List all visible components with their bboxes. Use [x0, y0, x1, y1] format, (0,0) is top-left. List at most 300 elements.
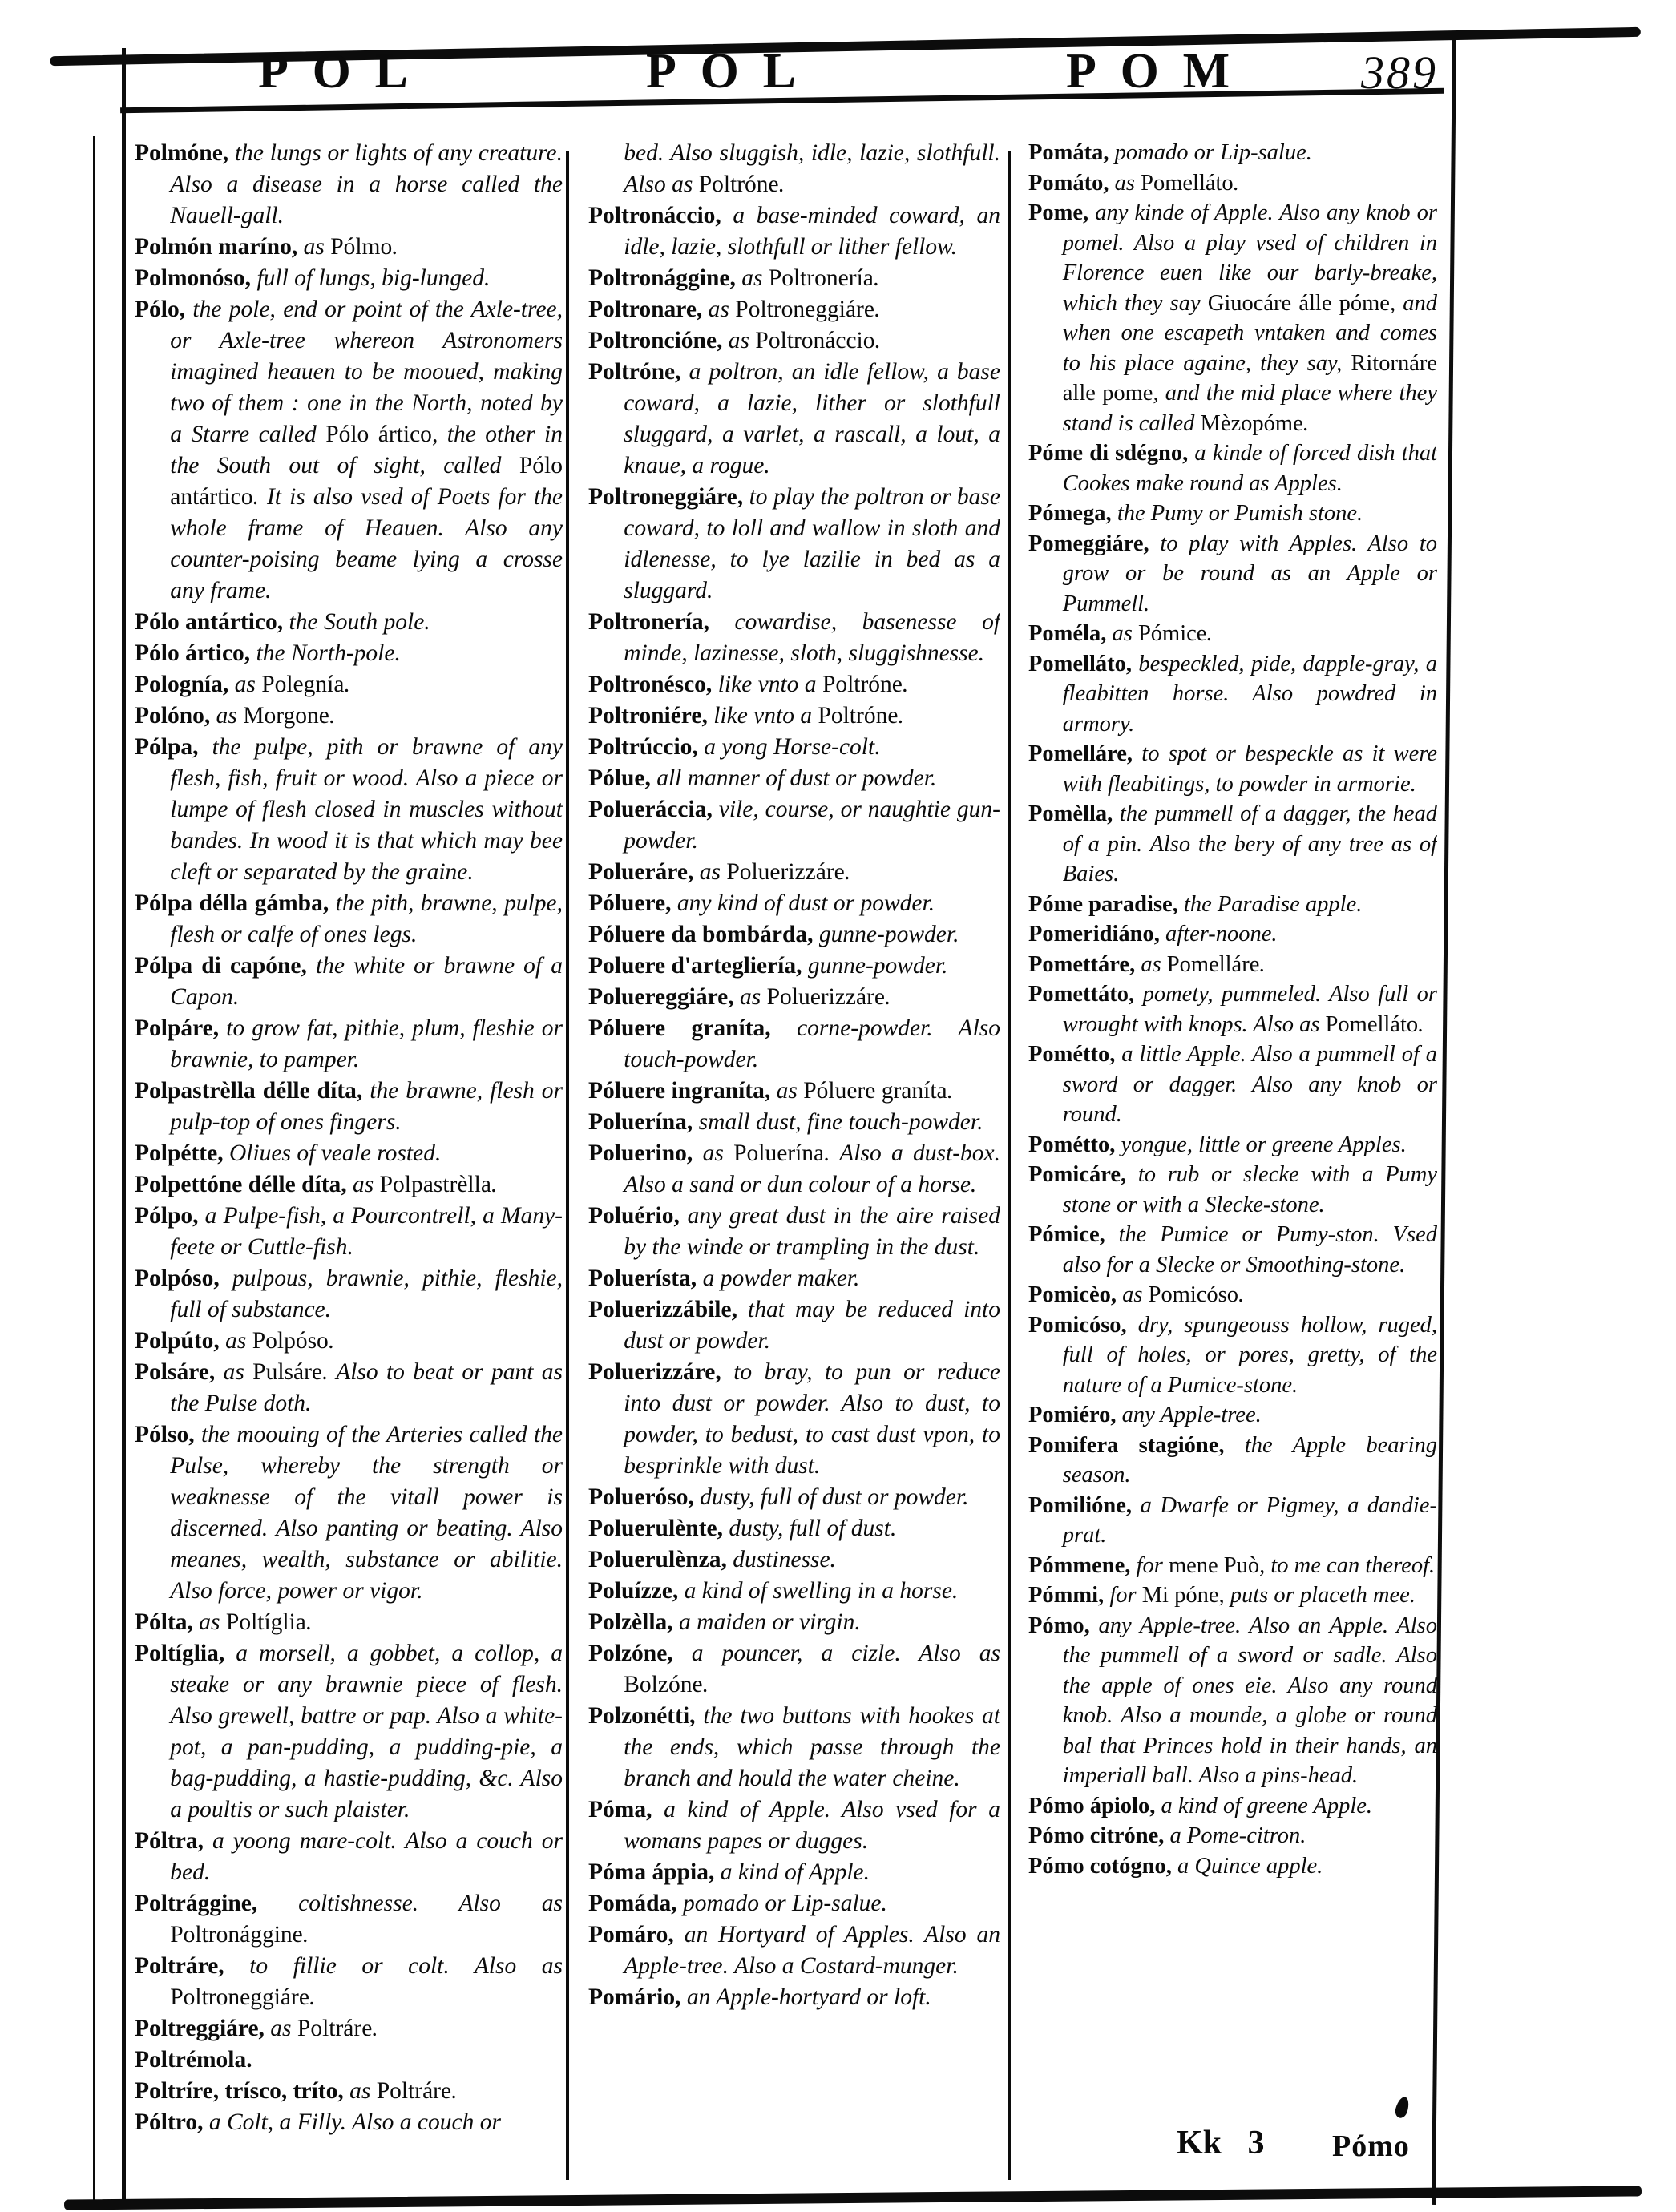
entry-definition: any Apple-tree. Also an Apple. Also the pummell of a sword or sadle. Also the apple of ones eie. Also any round knob. Also a mounde, a globe or round bal that Princes hold in their hands, an imperiall ball. Also a pins-head. [1062, 1613, 1437, 1788]
entry-definition: a Colt, a Filly. Also a couch or [208, 2109, 501, 2135]
entry-definition: to fillie or colt. Also as Poltroneggiáre. [170, 1953, 563, 2010]
dictionary-entry [1028, 619, 1437, 649]
entry-headword: Pomário, [588, 1984, 687, 2010]
dictionary-entry [588, 794, 1000, 857]
page-left-edge-line [93, 136, 95, 2210]
entry-definition: as Polpastrèlla. [353, 1172, 498, 1197]
entry-headword: Pométto, [1028, 1042, 1122, 1067]
catchword: Pómo [1332, 2129, 1410, 2163]
entry-definition: to grow fat, pithie, plum, fleshie or brawnie, to pamper. [170, 1015, 563, 1072]
entry-definition: as Poltroneggiáre. [708, 297, 881, 322]
entry-definition: as Poltíglia. [199, 1609, 313, 1635]
entry-definition: dustinesse. [733, 1547, 836, 1572]
dictionary-entry [1028, 1280, 1437, 1310]
dictionary-entry [135, 294, 563, 607]
entry-definition: as Pomicóso. [1122, 1282, 1245, 1307]
entry-definition: any Apple-tree. [1121, 1403, 1262, 1427]
entry-definition: a morsell, a gobbet, a collop, a steake or any brawnie piece of flesh. Also grewell, battre or pap. Also a white-pot, a pan-pudding, a pudding-pie, a bag-pudding, a hastie-pudding, &c. Also a poultis or such plaister. [170, 1641, 563, 1822]
dictionary-entry [1028, 1551, 1437, 1581]
entry-headword: Pométto, [1028, 1132, 1121, 1157]
dictionary-entry [135, 1138, 563, 1169]
entry-headword: Pomáta, [1028, 140, 1115, 165]
entry-headword: Poltroncióne, [588, 328, 729, 353]
dictionary-entry [1028, 529, 1437, 620]
entry-definition: yongue, little or greene Apples. [1121, 1132, 1407, 1157]
dictionary-entry [588, 1982, 1000, 2013]
dictionary-entry [588, 325, 1000, 357]
dictionary-entry [1028, 1580, 1437, 1611]
entry-definition: bed. Also sluggish, idle, lazie, slothfull. Also as Poltróne. [624, 140, 1000, 197]
entry-definition: as Poltronáccio. [728, 328, 881, 353]
entry-definition: a Dwarfe or Pigmey, a dandie-prat. [1062, 1492, 1437, 1548]
entry-definition: as Polpóso. [225, 1328, 335, 1354]
dictionary-entry [1028, 919, 1437, 950]
dictionary-entry [588, 1857, 1000, 1888]
entry-headword: Pólo, [135, 297, 193, 322]
entry-definition: a pouncer, a cizle. Also as Bolzóne. [624, 1641, 1000, 1697]
entry-definition: bespeckled, pide, dapple-gray, a fleabitten horse. Also powdred in armory. [1062, 651, 1437, 737]
entry-definition: to spot or bespeckle as it were with fleabitings, to powder in armorie. [1062, 741, 1437, 797]
dictionary-entry [135, 2107, 563, 2138]
entry-headword: Polpettóne délle díta, [135, 1172, 353, 1197]
dictionary-entry [135, 669, 563, 700]
entry-definition: the Apple bearing season. [1062, 1432, 1437, 1487]
dictionary-entry [1028, 1039, 1437, 1130]
entry-definition: a Pulpe-fish, a Pourcontrell, a Many-feete or Cuttle-fish. [170, 1203, 563, 1260]
column-divider-2 [1008, 151, 1011, 2180]
entry-definition: the pummell of a dagger, the head of a pin. Also the bery of any tree as of Baies. [1062, 801, 1437, 886]
entry-definition: gunne-powder. [807, 953, 948, 979]
dictionary-entry [588, 357, 1000, 482]
dictionary-entry [1028, 799, 1437, 890]
entry-headword: Pómmene, [1028, 1552, 1137, 1578]
dictionary-entry [588, 1513, 1000, 1544]
dictionary-entry [135, 2013, 563, 2044]
dictionary-entry [1028, 1821, 1437, 1851]
dictionary-entry [1028, 1431, 1437, 1491]
entry-definition: pomado or Lip-salue. [1114, 140, 1312, 165]
entry-headword: Poluerína, [588, 1109, 699, 1135]
entry-headword: Poltronággine, [588, 265, 742, 291]
entry-definition: coltishnesse. Also as Poltronággine. [170, 1891, 563, 1948]
entry-headword: Pólpa, [135, 734, 212, 760]
entry-definition: after-noone. [1165, 922, 1278, 947]
entry-definition: a yoong mare-colt. Also a couch or bed. [170, 1828, 563, 1885]
dictionary-entry [588, 951, 1000, 982]
entry-headword: Pomilióne, [1028, 1492, 1141, 1518]
dictionary-entry [135, 732, 563, 888]
entry-headword: Póluere ingraníta, [588, 1078, 777, 1104]
entry-headword: Pómo ápiolo, [1028, 1793, 1161, 1818]
dictionary-column [588, 138, 1000, 2182]
entry-headword: Pómo cotógno, [1028, 1853, 1178, 1879]
page-bottom-rule [64, 2186, 1642, 2210]
dictionary-entry [588, 1607, 1000, 1638]
entry-headword: Polóno, [135, 703, 216, 729]
dictionary-entry [588, 263, 1000, 294]
dictionary-entry [588, 1919, 1000, 1982]
entry-definition: the white or brawne of a Capon. [170, 953, 563, 1010]
entry-headword: Poltronería, [588, 609, 735, 635]
dictionary-entry [1028, 1851, 1437, 1882]
entry-headword: Polmón maríno, [135, 234, 304, 260]
dictionary-entry [588, 1076, 1000, 1107]
signature-mark: Kk 3 [1177, 2125, 1265, 2162]
entry-headword: Poltronáccio, [588, 203, 733, 228]
dictionary-entry [588, 200, 1000, 263]
entry-definition: as Poltráre. [270, 2016, 378, 2041]
entry-headword: Pómega, [1028, 501, 1117, 526]
dictionary-entry [135, 1357, 563, 1419]
entry-definition: a kind of Apple. [720, 1859, 870, 1885]
entry-headword: Polzèlla, [588, 1609, 680, 1635]
entry-definition: for mene Può, to me can thereof. [1136, 1552, 1436, 1578]
entry-definition: an Hortyard of Apples. Also an Apple-tree. Also a Costard-munger. [624, 1922, 1000, 1979]
dictionary-entry [1028, 979, 1437, 1039]
dictionary-entry [588, 888, 1000, 919]
entry-headword: Póltra, [135, 1828, 212, 1854]
entry-headword: Poluerizzábile, [588, 1297, 749, 1322]
entry-definition: a Pome-citron. [1169, 1823, 1306, 1848]
dictionary-entry [588, 669, 1000, 700]
dictionary-entry [588, 294, 1000, 325]
entry-headword: Pólpa di capóne, [135, 953, 316, 979]
entry-definition: as Pomelláto. [1114, 170, 1239, 196]
entry-definition: a base-minded coward, an idle, lazie, slothfull or lither fellow. [624, 203, 1000, 260]
dictionary-entry [588, 1294, 1000, 1357]
entry-headword: Póluere, [588, 890, 677, 916]
dictionary-entry [588, 1357, 1000, 1482]
dictionary-entry [588, 1482, 1000, 1513]
entry-headword: Pomicóso, [1028, 1312, 1138, 1338]
entry-headword: Poluerísta, [588, 1265, 703, 1291]
entry-definition: full of lungs, big-lunged. [256, 265, 491, 291]
entry-headword: Polueróso, [588, 1484, 701, 1510]
entry-headword: Pómice, [1028, 1222, 1119, 1247]
entry-headword: Pólue, [588, 765, 657, 791]
dictionary-entry [135, 1263, 563, 1326]
entry-headword: Póma, [588, 1797, 664, 1822]
entry-definition: to rub or slecke with a Pumy stone or with a Slecke-stone. [1062, 1162, 1437, 1217]
entry-definition: the moouing of the Arteries called the Pulse, whereby the strength or weaknesse of the vitall power is discerned. Also panting or beating. Also meanes, wealth, substance or abilitie. Also force, power or vigor. [170, 1422, 563, 1604]
entry-headword: Polpóso, [135, 1265, 232, 1291]
dictionary-entry [135, 638, 563, 669]
dictionary-entry [588, 482, 1000, 607]
entry-definition: a powder maker. [702, 1265, 860, 1291]
entry-headword: Pomicèo, [1028, 1282, 1123, 1307]
entry-definition: dusty, full of dust or powder. [700, 1484, 969, 1510]
dictionary-entry [1028, 890, 1437, 920]
entry-definition: a maiden or virgin. [679, 1609, 861, 1635]
entry-headword: Pómmi, [1028, 1583, 1110, 1608]
dictionary-entry [588, 607, 1000, 669]
dictionary-entry [135, 2076, 563, 2107]
entry-definition: any kinde of Apple. Also any knob or pomel. Also a play vsed of children in Florence euen like our barly-breake, which they say Giuocáre álle póme, and when one escapeth vntaken and comes to his place againe, they say, Ritornáre alle pome, and the mid place where they stand is called Mèzopóme. [1062, 200, 1437, 436]
dictionary-entry [588, 1888, 1000, 1919]
entry-headword: Polognía, [135, 672, 235, 697]
entry-definition: as Pomelláre. [1141, 951, 1266, 977]
entry-definition: the South pole. [289, 609, 430, 635]
dictionary-entry [1028, 1310, 1437, 1401]
entry-headword: Poltreggiáre, [135, 2016, 271, 2041]
entry-definition: to bray, to pun or reduce into dust or powder. Also to dust, to powder, to bedust, to cast dust vpon, to besprinkle with dust. [624, 1359, 1000, 1479]
column-divider-1 [566, 151, 569, 2180]
entry-headword: Pólta, [135, 1609, 200, 1635]
entry-definition: as Pulsáre. Also to beat or pant as the Pulse doth. [170, 1359, 563, 1416]
dictionary-entry [135, 1888, 563, 1951]
dictionary-entry [588, 1201, 1000, 1263]
entry-definition: to play the poltron or base coward, to loll and wallow in sloth and idlenesse, to lye lazilie in bed as a sluggard. [624, 484, 1000, 603]
entry-headword: Pomiéro, [1028, 1403, 1122, 1427]
dictionary-entry [135, 263, 563, 294]
dictionary-entry [1028, 1491, 1437, 1551]
entry-definition: vile, course, or naughtie gun-powder. [624, 797, 1000, 854]
entry-definition: gunne-powder. [818, 922, 959, 947]
entry-definition: the brawne, flesh or pulp-top of ones fingers. [170, 1078, 563, 1135]
entry-headword: Poluerizzáre, [588, 1359, 734, 1385]
dictionary-entry [135, 1607, 563, 1638]
entry-definition: like vnto a Poltróne. [713, 703, 904, 729]
entry-headword: Polueráre, [588, 859, 700, 885]
entry-headword: Pómo, [1028, 1613, 1099, 1638]
dictionary-entry [1028, 198, 1437, 438]
entry-headword: Poluério, [588, 1203, 688, 1229]
entry-headword: Poluerulènza, [588, 1547, 733, 1572]
entry-headword: Polmóne, [135, 140, 235, 166]
entry-definition: as Póluere graníta. [776, 1078, 954, 1104]
dictionary-entry [135, 232, 563, 263]
entry-definition: as Poltráre. [349, 2078, 458, 2104]
entry-headword: Poluerulènte, [588, 1516, 729, 1541]
dictionary-entry [135, 1076, 563, 1138]
entry-definition: pomado or Lip-salue. [683, 1891, 887, 1916]
entry-headword: Póluere da bombárda, [588, 922, 819, 947]
dictionary-entry [588, 1013, 1000, 1076]
entry-definition: as Morgone. [216, 703, 336, 729]
entry-definition: like vnto a Poltróne. [717, 672, 909, 697]
entry-headword: Póme paradise, [1028, 891, 1184, 917]
dictionary-entry [135, 138, 563, 232]
dictionary-entry [1028, 649, 1437, 740]
entry-definition: as Poluerína. Also a dust-box. Also a sand or dun colour of a horse. [624, 1140, 1000, 1197]
dictionary-entry [1028, 138, 1437, 168]
dictionary-entry [1028, 1220, 1437, 1280]
dictionary-column [1028, 138, 1437, 2182]
entry-definition: the Pumy or Pumish stone. [1117, 501, 1363, 526]
entry-definition: as Poltronería. [741, 265, 880, 291]
entry-headword: Poltroneggiáre, [588, 484, 749, 510]
entry-headword: Poluízze, [588, 1578, 685, 1604]
entry-headword: Póma áppia, [588, 1859, 721, 1885]
entry-headword: Polzóne, [588, 1641, 692, 1666]
entry-definition: all manner of dust or powder. [656, 765, 937, 791]
entry-definition: dusty, full of dust. [729, 1516, 897, 1541]
entry-definition: a kind of greene Apple. [1161, 1793, 1373, 1818]
dictionary-entry [588, 138, 1000, 200]
entry-definition: a kind of Apple. Also vsed for a womans papes or dugges. [624, 1797, 1000, 1854]
dictionary-entry [135, 1169, 563, 1201]
entry-definition: a kinde of forced dish that Cookes make round as Apples. [1062, 441, 1437, 496]
entry-headword: Polsáre, [135, 1359, 224, 1385]
entry-headword: Polzonétti, [588, 1703, 704, 1729]
entry-headword: Póltro, [135, 2109, 209, 2135]
entry-headword: Pomeggiáre, [1028, 531, 1161, 556]
entry-headword: Pomèlla, [1028, 801, 1120, 826]
entry-headword: Polpáre, [135, 1015, 227, 1041]
entry-headword: Poltroniére, [588, 703, 714, 729]
entry-headword: Polueráccia, [588, 797, 719, 822]
entry-headword: Pomelláto, [1028, 651, 1139, 676]
dictionary-entry [588, 1263, 1000, 1294]
entry-headword: Polpétte, [135, 1140, 229, 1166]
entry-headword: Poltrággine, [135, 1891, 299, 1916]
running-head-left: POL [258, 44, 432, 99]
dictionary-entry [135, 1419, 563, 1607]
entry-definition: the Pumice or Pumy-ston. Vsed also for a Slecke or Smoothing-stone. [1062, 1222, 1437, 1278]
dictionary-entry [588, 700, 1000, 732]
entry-definition: pomety, pummeled. Also full or wrought with knops. Also as Pomelláto. [1062, 982, 1437, 1037]
entry-headword: Pólso, [135, 1422, 201, 1447]
entry-definition: a yong Horse-colt. [704, 734, 881, 760]
entry-headword: Polmonóso, [135, 265, 257, 291]
entry-definition: the pole, end or point of the Axle-tree, or Axle-tree whereon Astronomers imagined heauen to be mooued, making two of them : one in the North, noted by a Starre called Pólo ártico, the other in the South out of sight, called Pólo antártico. It is also vsed of Poets for the whole frame of Heauen. Also any counter-poising beame lying a crosse any frame. [170, 297, 563, 603]
entry-headword: Pomifera stagióne, [1028, 1432, 1245, 1458]
dictionary-entry [135, 1826, 563, 1888]
entry-headword: Poltróne, [588, 359, 689, 385]
entry-headword: Poméla, [1028, 621, 1113, 646]
dictionary-entry [1028, 1160, 1437, 1220]
entry-definition: any kind of dust or powder. [676, 890, 935, 916]
dictionary-entry [1028, 1791, 1437, 1822]
dictionary-entry [588, 982, 1000, 1013]
entry-definition: as Pómice. [1112, 621, 1213, 646]
entry-definition: pulpous, brawnie, pithie, fleshie, full of substance. [170, 1265, 563, 1322]
dictionary-entry [135, 607, 563, 638]
dictionary-entry [588, 732, 1000, 763]
dictionary-entry [135, 1201, 563, 1263]
entry-headword: Pome, [1028, 200, 1096, 225]
dictionary-entry [588, 1638, 1000, 1701]
entry-headword: Pomicáre, [1028, 1162, 1138, 1187]
dictionary-entry [135, 1013, 563, 1076]
entry-headword: Póluere graníta, [588, 1015, 798, 1041]
dictionary-entry [1028, 499, 1437, 529]
dictionary-entry [588, 1701, 1000, 1794]
entry-definition: as Polegnía. [234, 672, 350, 697]
entry-definition: as Pólmo. [303, 234, 398, 260]
entry-headword: Pomáto, [1028, 170, 1115, 196]
dictionary-entry [1028, 950, 1437, 980]
dictionary-entry [588, 1107, 1000, 1138]
entry-definition: the pulpe, pith or brawne of any flesh, fish, fruit or wood. Also a piece or lumpe of flesh closed in muscles without bandes. In wood it is that which may bee cleft or separated by the graine. [170, 734, 563, 885]
entry-headword: Poluerino, [588, 1140, 703, 1166]
entry-definition: dry, spungeouss hollow, ruged, full of holes, or pores, gretty, of the nature of a Pumice-stone. [1062, 1312, 1437, 1398]
dictionary-entry [1028, 739, 1437, 799]
dictionary-entry [135, 1951, 563, 2013]
entry-definition: corne-powder. Also touch-powder. [624, 1015, 1000, 1072]
entry-headword: Pomelláre, [1028, 741, 1142, 766]
entry-headword: Póme di sdégno, [1028, 441, 1195, 466]
entry-headword: Pomettáre, [1028, 951, 1141, 977]
dictionary-entry [588, 1576, 1000, 1607]
entry-definition: the pith, brawne, pulpe, flesh or calfe of ones legs. [170, 890, 563, 947]
dictionary-entry [1028, 438, 1437, 499]
entry-headword: Pomettáto, [1028, 982, 1143, 1007]
dictionary-entry [588, 1794, 1000, 1857]
dictionary-entry [1028, 1400, 1437, 1431]
entry-definition: for Mi póne, puts or placeth mee. [1109, 1583, 1416, 1608]
dictionary-entry [588, 919, 1000, 951]
entry-headword: Pómo citróne, [1028, 1823, 1170, 1848]
entry-definition: to play with Apples. Also to grow or be round as an Apple or Pummell. [1062, 531, 1437, 616]
entry-definition: a little Apple. Also a pummell of a sword or dagger. Also any knob or round. [1062, 1042, 1437, 1127]
entry-definition: the two buttons with hookes at the ends, which passe through the branch and hould the water cheine. [624, 1703, 1000, 1791]
entry-headword: Pomeridiáno, [1028, 922, 1165, 947]
entry-headword: Poltrémola. [135, 2047, 252, 2073]
entry-definition: an Apple-hortyard or loft. [686, 1984, 931, 2010]
entry-headword: Poltronare, [588, 297, 709, 322]
dictionary-entry [135, 888, 563, 951]
entry-headword: Pólpo, [135, 1203, 205, 1229]
entry-definition: the lungs or lights of any creature. Also a disease in a horse called the Nauell-gall. [170, 140, 563, 228]
dictionary-entry [135, 700, 563, 732]
running-head-center: POL [646, 44, 820, 99]
dictionary-entry [135, 2044, 563, 2076]
entry-definition: the North-pole. [256, 640, 401, 666]
entry-definition: small dust, fine touch-powder. [698, 1109, 983, 1135]
left-border-rule [122, 48, 126, 2206]
running-head-right: POM [1066, 44, 1254, 99]
entry-headword: Poltríre, trísco, tríto, [135, 2078, 350, 2104]
dictionary-entry [135, 951, 563, 1013]
entry-headword: Poluereggiáre, [588, 984, 740, 1010]
entry-definition: Oliues of veale rosted. [228, 1140, 442, 1166]
entry-headword: Poltíglia, [135, 1641, 236, 1666]
dictionary-entry [135, 1638, 563, 1826]
dictionary-entry [1028, 168, 1437, 199]
dictionary-entry [588, 1138, 1000, 1201]
entry-headword: Pomáro, [588, 1922, 685, 1948]
entry-headword: Pomáda, [588, 1891, 683, 1916]
entry-definition: as Poluerizzáre. [699, 859, 851, 885]
entry-headword: Polpúto, [135, 1328, 226, 1354]
entry-headword: Pólpa délla gámba, [135, 890, 336, 916]
entry-definition: a Quince apple. [1177, 1853, 1323, 1879]
entry-definition: cowardise, basenesse of minde, lazinesse, sloth, sluggishnesse. [624, 609, 1000, 666]
page-number: 389 [1361, 46, 1438, 99]
dictionary-entry [135, 1326, 563, 1357]
entry-definition: a kind of swelling in a horse. [684, 1578, 959, 1604]
entry-headword: Poltráre, [135, 1953, 250, 1979]
entry-headword: Pólo antártico, [135, 609, 289, 635]
dictionary-entry [1028, 1130, 1437, 1160]
dictionary-entry [588, 1544, 1000, 1576]
entry-headword: Poltrúccio, [588, 734, 705, 760]
entry-definition: that may be reduced into dust or powder. [624, 1297, 1000, 1354]
entry-definition: the Paradise apple. [1183, 891, 1363, 917]
dictionary-entry [588, 763, 1000, 794]
entry-definition: a poltron, an idle fellow, a base coward, a lazie, lither or slothfull sluggard, a varlet, a rascall, a lout, a knaue, a rogue. [624, 359, 1000, 478]
entry-headword: Poltronésco, [588, 672, 718, 697]
entry-headword: Poluere d'artegliería, [588, 953, 808, 979]
dictionary-entry [588, 857, 1000, 888]
entry-headword: Pólo ártico, [135, 640, 256, 666]
dictionary-entry [1028, 1611, 1437, 1791]
entry-headword: Polpastrèlla délle díta, [135, 1078, 370, 1104]
dictionary-column [135, 138, 563, 2182]
entry-definition: as Poluerizzáre. [739, 984, 891, 1010]
entry-definition: any great dust in the aire raised by the winde or trampling in the dust. [624, 1203, 1000, 1260]
